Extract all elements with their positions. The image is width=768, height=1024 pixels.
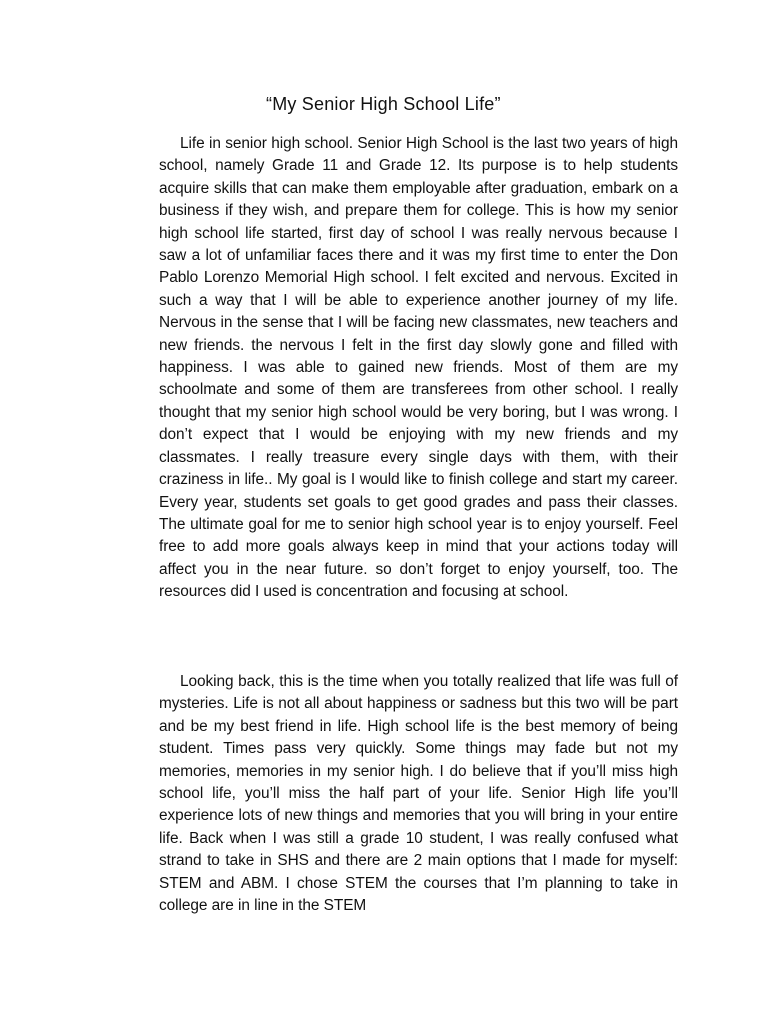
paragraph-1: Life in senior high school. Senior High School is the last two years of high school, namely Grade 11 and Grade 12. Its purpose is to help students acquire skills that can make them employable after graduation, embark on a business if they wish, and prepare them for college. This is how my senior high school life started, first day of school I was really nervous because I saw a lot of unfamiliar faces there and it was my first time to enter the Don Pablo Lorenzo Memorial High school. I felt excited and nervous. Excited in such a way that I will be able to experience another journey of my life. Nervous in the sense that I will be facing new classmates, new teachers and new friends. the nervous I felt in the first day slowly gone and filled with happiness. I was able to gained new friends. Most of them are my schoolmate and some of them are transferees from other school. I really thought that my senior high school would be very boring, but I was wrong. I don’t expect that I would be enjoying with my new friends and my classmates. I really treasure every single days with them, with their craziness in life.. My goal is I would like to finish college and start my career. Every year, students set goals to get good grades and pass their classes. The ultimate goal for me to senior high school year is to enjoy yourself. Feel free to add more goals always keep in mind that your actions today will affect you in the near future. so don’t forget to enjoy yourself, too. The resources did I used is concentration and focusing at school. xyxy=(159,135,678,601)
paragraph-2: Looking back, this is the time when you totally realized that life was full of mysteries. Life is not all about happiness or sadness but this two will be part and be my best friend in life. High school life is the best memory of being student. Times pass very quickly. Some things may fade but not my memories, memories in my senior high. I do believe that if you’ll miss high school life, you’ll miss the half part of your life. Senior High life you’ll experience lots of new things and memories that you will bring in your entire life. Back when I was still a grade 10 student, I was really confused what strand to take in SHS and there are 2 main options that I made for myself: STEM and ABM. I chose STEM the courses that I’m planning to take in college are in line in the STEM xyxy=(159,673,678,915)
document-title: “My Senior High School Life” xyxy=(266,94,501,114)
